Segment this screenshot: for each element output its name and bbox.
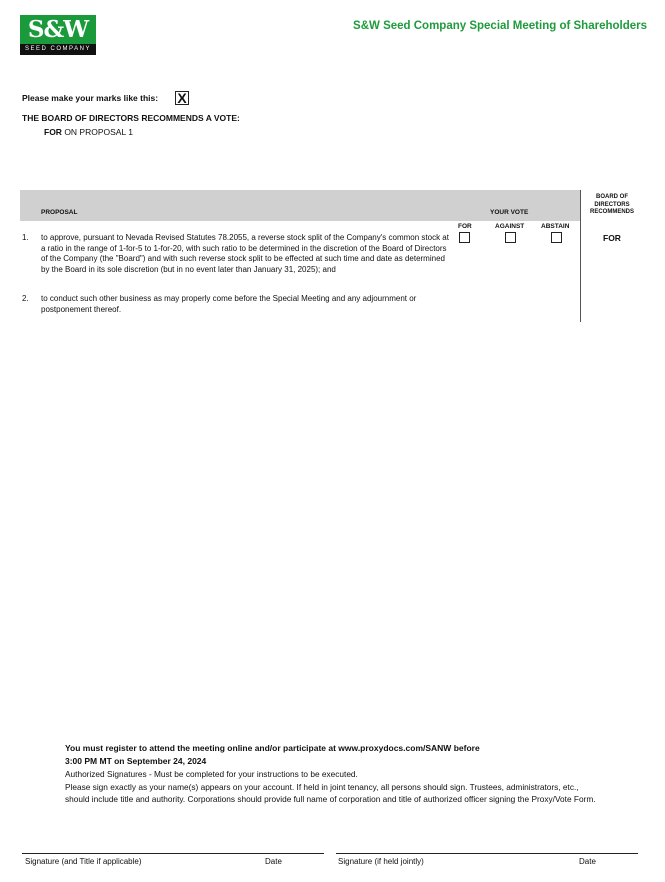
signature-2-line[interactable] bbox=[336, 853, 638, 854]
date-2-label: Date bbox=[579, 857, 596, 866]
board-header-line-1: BOARD OF bbox=[596, 194, 628, 200]
proposal-1-text: to approve, pursuant to Nevada Revised Statutes 78.2055, a reverse stock split of the Company's common stock at a ratio in the range of 1-for-5 to 1-for-20, with such ratio to be determined in the discretion of the Board of Directors of the Company (the "Board") and with such reverse stock split to be effected at such time and date as determined by the Board in its sole discretion (but in no event later than January 31, 2025); and bbox=[41, 233, 449, 274]
registration-line-1: You must register to attend the meeting online and/or participate at www.proxydocs.com/SANW before bbox=[65, 743, 480, 753]
board-header-line-3: RECOMMENDS bbox=[589, 209, 634, 215]
proposal-1-for-checkbox[interactable] bbox=[459, 232, 470, 243]
proposal-2-text: to conduct such other business as may properly come before the Special Meeting and any adjournment or postponement thereof. bbox=[41, 294, 417, 314]
logo-main-text: S&W bbox=[20, 15, 96, 44]
page-title: S&W Seed Company Special Meeting of Shareholders bbox=[353, 20, 647, 32]
signature-1-label: Signature (and Title if applicable) bbox=[25, 857, 142, 866]
vote-option-against-label: AGAINST bbox=[495, 223, 525, 230]
table-header-band bbox=[20, 190, 580, 221]
column-header-proposal: PROPOSAL bbox=[41, 209, 78, 216]
registration-notice bbox=[65, 742, 585, 768]
vote-option-for-label: FOR bbox=[458, 223, 472, 230]
logo-sub-text: SEED COMPANY bbox=[25, 46, 91, 52]
proposal-2-number: 2. bbox=[22, 294, 29, 303]
sign-exactly-text: Please sign exactly as your name(s) appears on your account. If held in joint tenancy, all persons should sign. Trustees, administrators, etc., should include title and authority. Corporations should provide full name of corporation and title of authorized officer signing the Proxy/Vote Form. bbox=[65, 781, 596, 804]
proposal-1-abstain-checkbox[interactable] bbox=[551, 232, 562, 243]
marks-instruction: Please make your marks like this: bbox=[22, 93, 159, 103]
signature-2-label: Signature (if held jointly) bbox=[338, 857, 424, 866]
company-logo bbox=[20, 15, 96, 55]
proposal-1-number: 1. bbox=[22, 233, 29, 242]
board-recommendation-summary bbox=[44, 127, 133, 137]
date-1-label: Date bbox=[265, 857, 282, 866]
column-header-board-recommends bbox=[584, 194, 640, 217]
sample-mark-icon: X bbox=[175, 91, 189, 105]
vote-option-abstain-label: ABSTAIN bbox=[541, 223, 570, 230]
board-recommendation-heading: THE BOARD OF DIRECTORS RECOMMENDS A VOTE: bbox=[22, 113, 240, 123]
column-divider bbox=[580, 190, 581, 322]
authorized-signatures-text: Authorized Signatures - Must be completed for your instructions to be executed. bbox=[65, 769, 358, 779]
board-header-line-2: DIRECTORS bbox=[594, 201, 630, 208]
for-rest-text: ON PROPOSAL 1 bbox=[61, 127, 133, 137]
for-bold-text: FOR bbox=[44, 127, 62, 137]
proposal-1-board-recommendation: FOR bbox=[603, 233, 621, 243]
registration-line-2: 3:00 PM MT on September 24, 2024 bbox=[65, 756, 207, 766]
signature-1-line[interactable] bbox=[22, 853, 324, 854]
column-header-your-vote: YOUR VOTE bbox=[490, 209, 529, 216]
signature-instructions bbox=[65, 768, 605, 806]
proposal-1-against-checkbox[interactable] bbox=[505, 232, 516, 243]
